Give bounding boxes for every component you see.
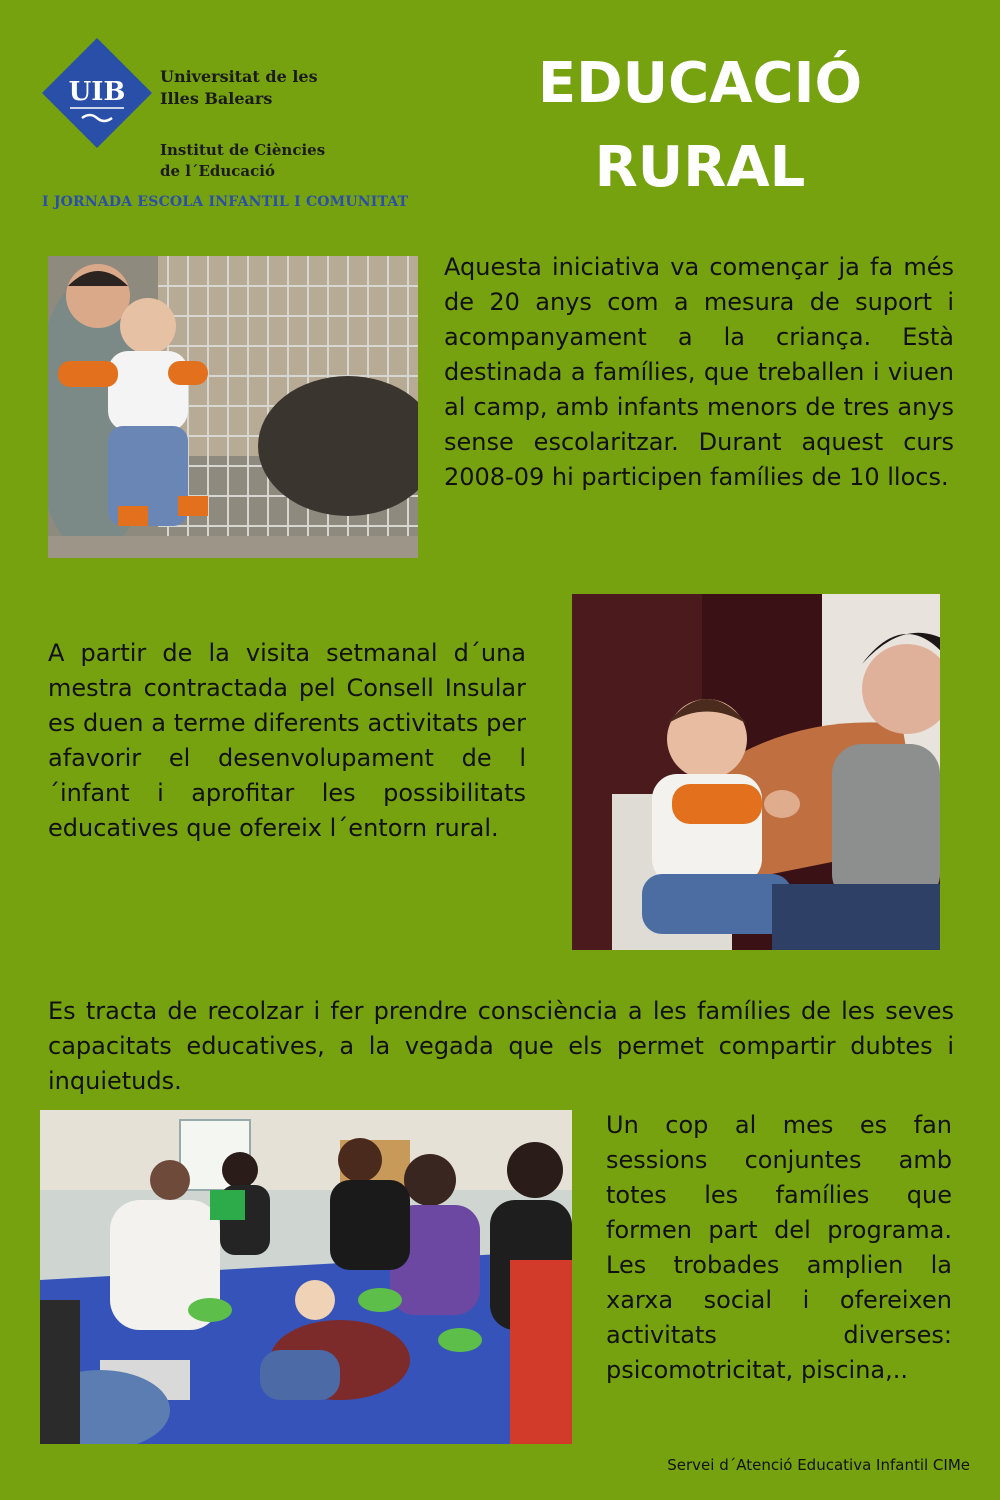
footer-credit: Servei d´Atenció Educativa Infantil CIMe — [667, 1456, 970, 1474]
paragraph-support: Es tracta de recolzar i fer prendre consciència a les famílies de les seves capacitats educatives, a la vegada que els permet compartir dubtes i inquietuds. — [48, 997, 954, 1095]
paragraph-sessions: Un cop al mes es fan sessions conjuntes amb totes les famílies que formen part del programa. Les trobades amplien la xarxa social i ofereixen activitats diverses: psicomotricitat, piscina,.. — [606, 1111, 952, 1384]
photo-group-session — [40, 1110, 572, 1444]
photo-mother-baby-fence — [48, 256, 418, 558]
university-name — [160, 66, 340, 110]
institute-name — [160, 140, 340, 182]
paragraph-intro: Aquesta iniciativa va començar ja fa més de 20 anys com a mesura de suport i acompanyament a la criança. Està destinada a famílies, que treballen i viuen al camp, amb infants menors de tres anys sense escolaritzar. Durant aquest curs 2008-09 hi participen famílies de 10 llocs. — [444, 253, 954, 491]
institute-line-2: de l´Educació — [160, 162, 275, 180]
title-line-1: EDUCACIÓ — [537, 51, 863, 116]
title-line-2: RURAL — [594, 135, 806, 200]
university-line-1: Universitat de les — [160, 67, 318, 86]
paragraph-visits: A partir de la visita setmanal d´una mestra contractada pel Consell Insular es duen a terme diferents activitats per afavorir el desenvolupament de l´infant i aprofitar les possibilitats educatives que ofereix l´entorn rural. — [48, 639, 526, 842]
page-title — [500, 42, 900, 210]
university-line-2: Illes Balears — [160, 89, 273, 108]
logo-text: UIB — [68, 77, 126, 107]
photo-baby-mother-indoors — [572, 594, 940, 950]
jornada-heading: I JORNADA ESCOLA INFANTIL I COMUNITAT — [42, 194, 409, 210]
uib-logo — [42, 38, 152, 148]
institute-line-1: Institut de Ciències — [160, 141, 326, 159]
